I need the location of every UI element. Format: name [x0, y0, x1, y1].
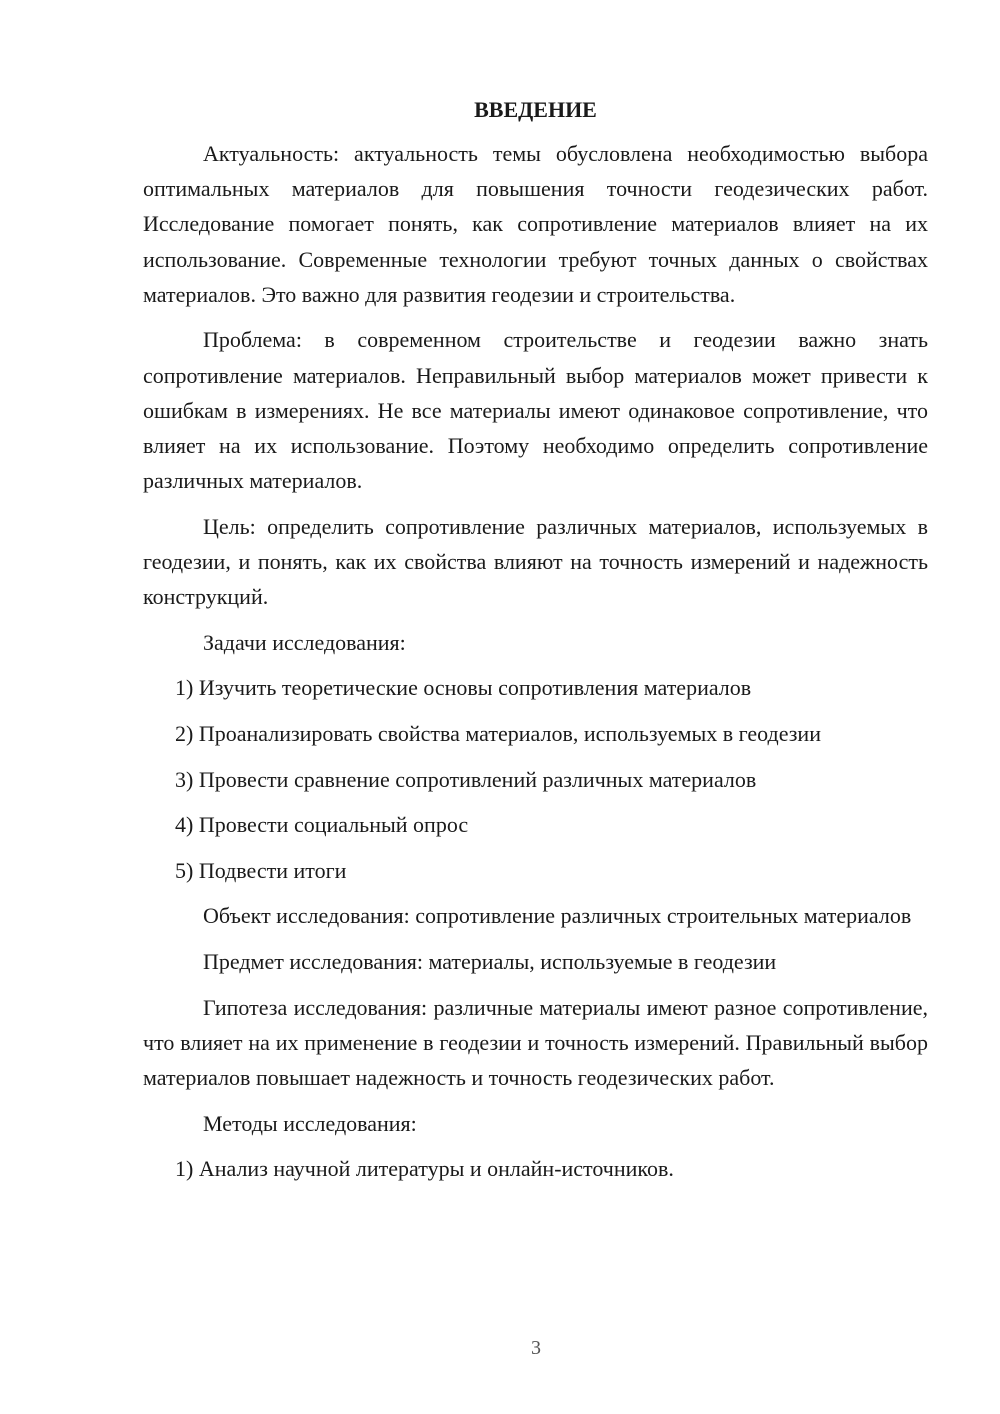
page-number: 3: [531, 1337, 541, 1359]
list-item: 1) Изучить теоретические основы сопротивления материалов: [175, 675, 752, 701]
document-page: [143, 92, 928, 1197]
hypothesis-paragraph: Гипотеза исследования: различные материалы имеют разное сопротивление, что влияет на их применение в геодезии и точность измерений. Правильный выбор материалов повышает надежность и точность геодезических работ.: [143, 994, 928, 1090]
tasks-list: [143, 670, 928, 888]
object-paragraph: Объект исследования: сопротивление различных строительных материалов: [203, 903, 912, 929]
goal-paragraph: Цель: определить сопротивление различных материалов, используемых в геодезии, и понять, как их свойства влияют на точность измерений и надежность конструкций.: [143, 513, 928, 610]
relevance-paragraph: Актуальность: актуальность темы обусловлена необходимостью выбора оптимальных материалов для повышения точности геодезических работ. Исследование помогает понять, как сопротивление материалов влияет на их использование. Современные технологии требуют точных данных о свойствах материалов. Это важно для развития геодезии и строительства.: [143, 141, 928, 307]
tasks-heading: Задачи исследования:: [203, 629, 406, 655]
list-item: 2) Проанализировать свойства материалов, используемых в геодезии: [175, 721, 821, 746]
subject-paragraph: Предмет исследования: материалы, используемые в геодезии: [203, 948, 777, 974]
list-item: 4) Провести социальный опрос: [175, 812, 469, 838]
list-item: 1) Анализ научной литературы и онлайн-источников.: [175, 1156, 674, 1182]
page-title: ВВЕДЕНИЕ: [474, 97, 597, 122]
methods-list: [143, 1151, 928, 1186]
list-item: 3) Провести сравнение сопротивлений различных материалов: [175, 766, 757, 792]
problem-paragraph: Проблема: в современном строительстве и геодезии важно знать сопротивление материалов. Неправильный выбор материалов может привести к ошибкам в измерениях. Не все материалы имеют одинаковое сопротивление, что влияет на их использование. Поэтому необходимо определить сопротивление различных материалов.: [143, 327, 928, 494]
methods-heading: Методы исследования:: [203, 1110, 417, 1136]
list-item: 5) Подвести итоги: [175, 857, 347, 883]
